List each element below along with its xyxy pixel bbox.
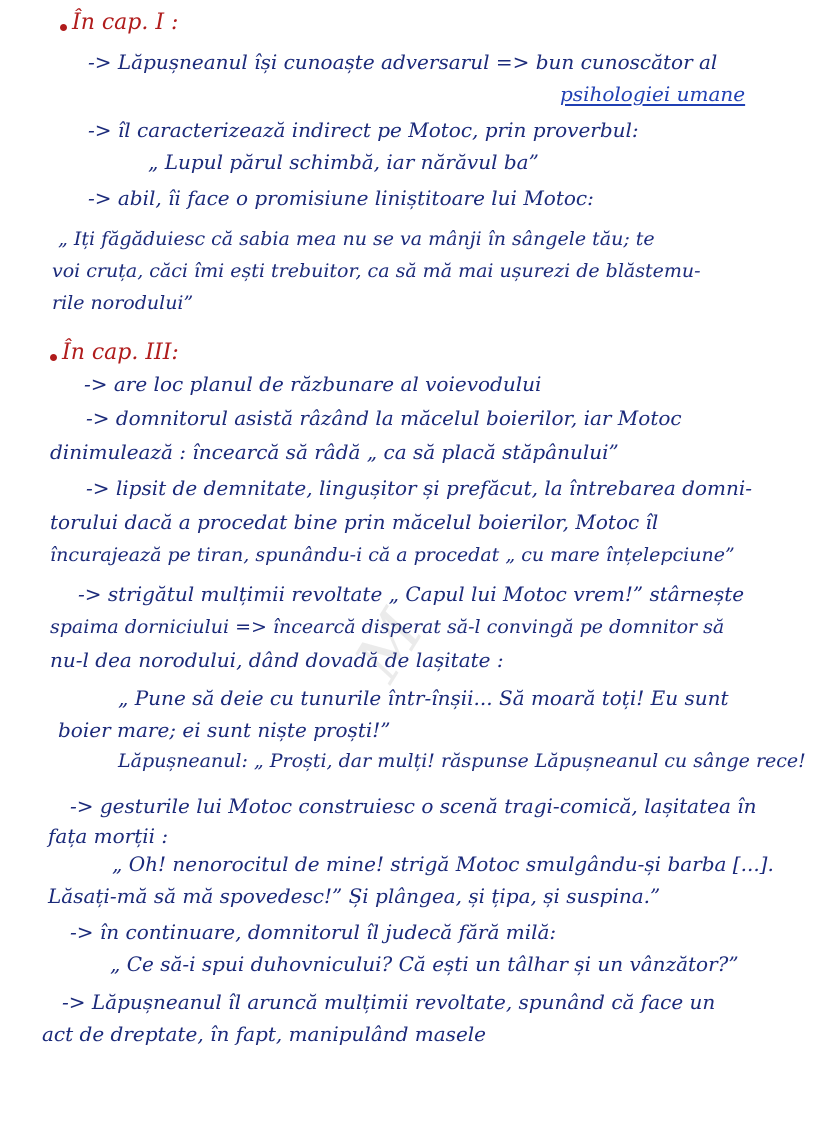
watermark-mark: M — [341, 598, 439, 694]
note-line: boier mare; ei sunt niște proști!” — [58, 718, 391, 742]
note-line: -> abil, îi face o promisiune liniștitoare lui Motoc: — [88, 186, 594, 210]
note-line: încurajează pe tiran, spunându-i că a procedat „ cu mare înțelepciune” — [50, 544, 735, 566]
note-line: act de dreptate, în fapt, manipulând masele — [42, 1022, 487, 1046]
section-1-bullet — [60, 24, 67, 31]
note-line: -> Lăpușneanul își cunoaște adversarul => bun cunoscător al — [88, 50, 718, 74]
note-line: voi cruța, căci îmi ești trebuitor, ca să mă mai ușurezi de blăstemu- — [52, 260, 701, 282]
note-line: fața morții : — [48, 824, 169, 848]
note-line: torului dacă a procedat bine prin măcelul boierilor, Motoc îl — [50, 510, 659, 534]
note-line: -> are loc planul de răzbunare al voievodului — [84, 372, 542, 396]
note-line: -> Lăpușneanul îl aruncă mulțimii revoltate, spunând că face un — [62, 990, 716, 1014]
section-2-heading: În cap. III: — [62, 340, 179, 365]
note-line: „ Iți făgăduiesc că sabia mea nu se va mânji în sângele tău; te — [58, 228, 655, 250]
note-line: -> în continuare, domnitorul îl judecă fără milă: — [70, 920, 557, 944]
note-line: rile norodului” — [52, 292, 194, 314]
note-line: -> lipsit de demnitate, lingușitor și prefăcut, la întrebarea domni- — [86, 476, 752, 500]
note-line: -> îl caracterizează indirect pe Motoc, prin proverbul: — [88, 118, 639, 142]
note-line: spaima dorniciului => încearcă disperat să-l convingă pe domnitor să — [50, 616, 725, 638]
note-line: „ Lupul părul schimbă, iar nărăvul ba” — [148, 150, 539, 174]
section-2-bullet — [50, 354, 57, 361]
note-line: -> gesturile lui Motoc construiesc o scenă tragi-comică, lașitatea în — [70, 794, 757, 818]
note-line: „ Ce să-i spui duhovnicului? Că ești un tâlhar și un vânzător?” — [110, 952, 739, 976]
note-line: „ Pune să deie cu tunurile într-înșii... Să moară toți! Eu sunt — [118, 686, 729, 710]
note-line: Lăpușneanul: „ Proști, dar mulți! răspunse Lăpușneanul cu sânge rece! — [118, 750, 806, 772]
note-line: -> strigătul mulțimii revoltate „ Capul lui Motoc vrem!” stârnește — [78, 582, 745, 606]
note-line: Lăsați-mă să mă spovedesc!” Și plângea, și țipa, și suspina.” — [48, 884, 661, 908]
note-line: psihologiei umane — [560, 82, 746, 106]
note-line: nu-l dea norodului, dând dovadă de lașitate : — [50, 648, 504, 672]
note-line: „ Oh! nenorocitul de mine! strigă Motoc smulgându-și barba [...]. — [112, 852, 774, 876]
section-1-heading: În cap. I : — [72, 10, 179, 35]
note-line: dinimulează : încearcă să râdă „ ca să placă stăpânului” — [50, 440, 619, 464]
note-line: -> domnitorul asistă râzând la măcelul boierilor, iar Motoc — [86, 406, 682, 430]
